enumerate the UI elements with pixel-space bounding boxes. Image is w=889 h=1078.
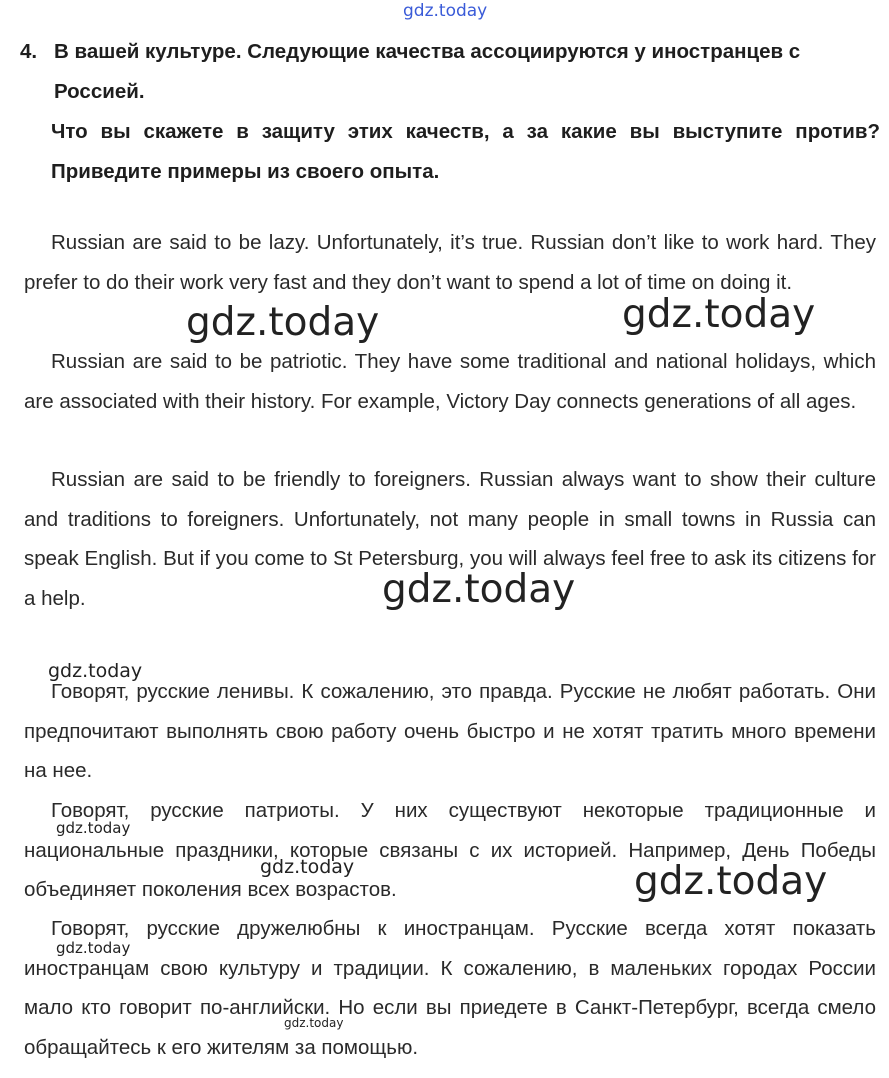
task-title: В вашей культуре. Следующие качества ассоциируются у иностранцев с Россией. bbox=[54, 40, 801, 103]
watermark-overlay: gdz.today bbox=[284, 1016, 344, 1030]
watermark-overlay: gdz.today bbox=[56, 939, 131, 957]
watermark-overlay: gdz.today bbox=[56, 819, 131, 837]
english-paragraph-patriotic: Russian are said to be patriotic. They have some traditional and national holidays, which are associated with their history. For example, Victory Day connects generations of all ages. bbox=[24, 350, 876, 413]
russian-paragraph-friendly: Говорят, русские дружелюбны к иностранцам. Русские всегда хотят показать иностранцам свою культуру и традиции. К сожалению, в маленьких городах России мало кто говорит по-английски. Но если вы приедете в Санкт-Петербург, всегда смело обращайтесь к его жителям за помощью. bbox=[24, 917, 876, 1059]
watermark-overlay: gdz.today bbox=[260, 856, 355, 878]
watermark-overlay: gdz.today bbox=[622, 292, 816, 337]
watermark-overlay: gdz.today bbox=[48, 660, 143, 682]
russian-paragraph-patriotic: Говорят, русские патриоты. У них существуют некоторые традиционные и национальные праздники, которые связаны с их историей. Например, День Победы объединяет поколения всех возрастов. bbox=[24, 799, 876, 902]
russian-paragraph-lazy: Говорят, русские ленивы. К сожалению, это правда. Русские не любят работать. Они предпочитают выполнять свою работу очень быстро и не хотят тратить много времени на нее. bbox=[24, 680, 876, 783]
watermark-top: gdz.today bbox=[403, 1, 488, 21]
task-block bbox=[20, 32, 880, 192]
watermark-overlay: gdz.today bbox=[382, 567, 576, 612]
watermark-overlay: gdz.today bbox=[634, 859, 828, 904]
watermark-overlay: gdz.today bbox=[186, 300, 380, 345]
english-paragraph-friendly: Russian are said to be friendly to foreigners. Russian always want to show their culture and traditions to foreigners. Unfortunately, not many people in small towns in Russia can speak English. But if you come to St Petersburg, you will always feel free to ask its citizens for a help. bbox=[24, 468, 876, 610]
task-number: 4. bbox=[20, 40, 38, 63]
task-question: Что вы скажете в защиту этих качеств, а за какие вы выступите против? Приведите примеры из своего опыта. bbox=[51, 120, 880, 183]
english-paragraph-lazy: Russian are said to be lazy. Unfortunately, it’s true. Russian don’t like to work hard. They prefer to do their work very fast and they don’t want to spend a lot of time on doing it. bbox=[24, 231, 876, 294]
